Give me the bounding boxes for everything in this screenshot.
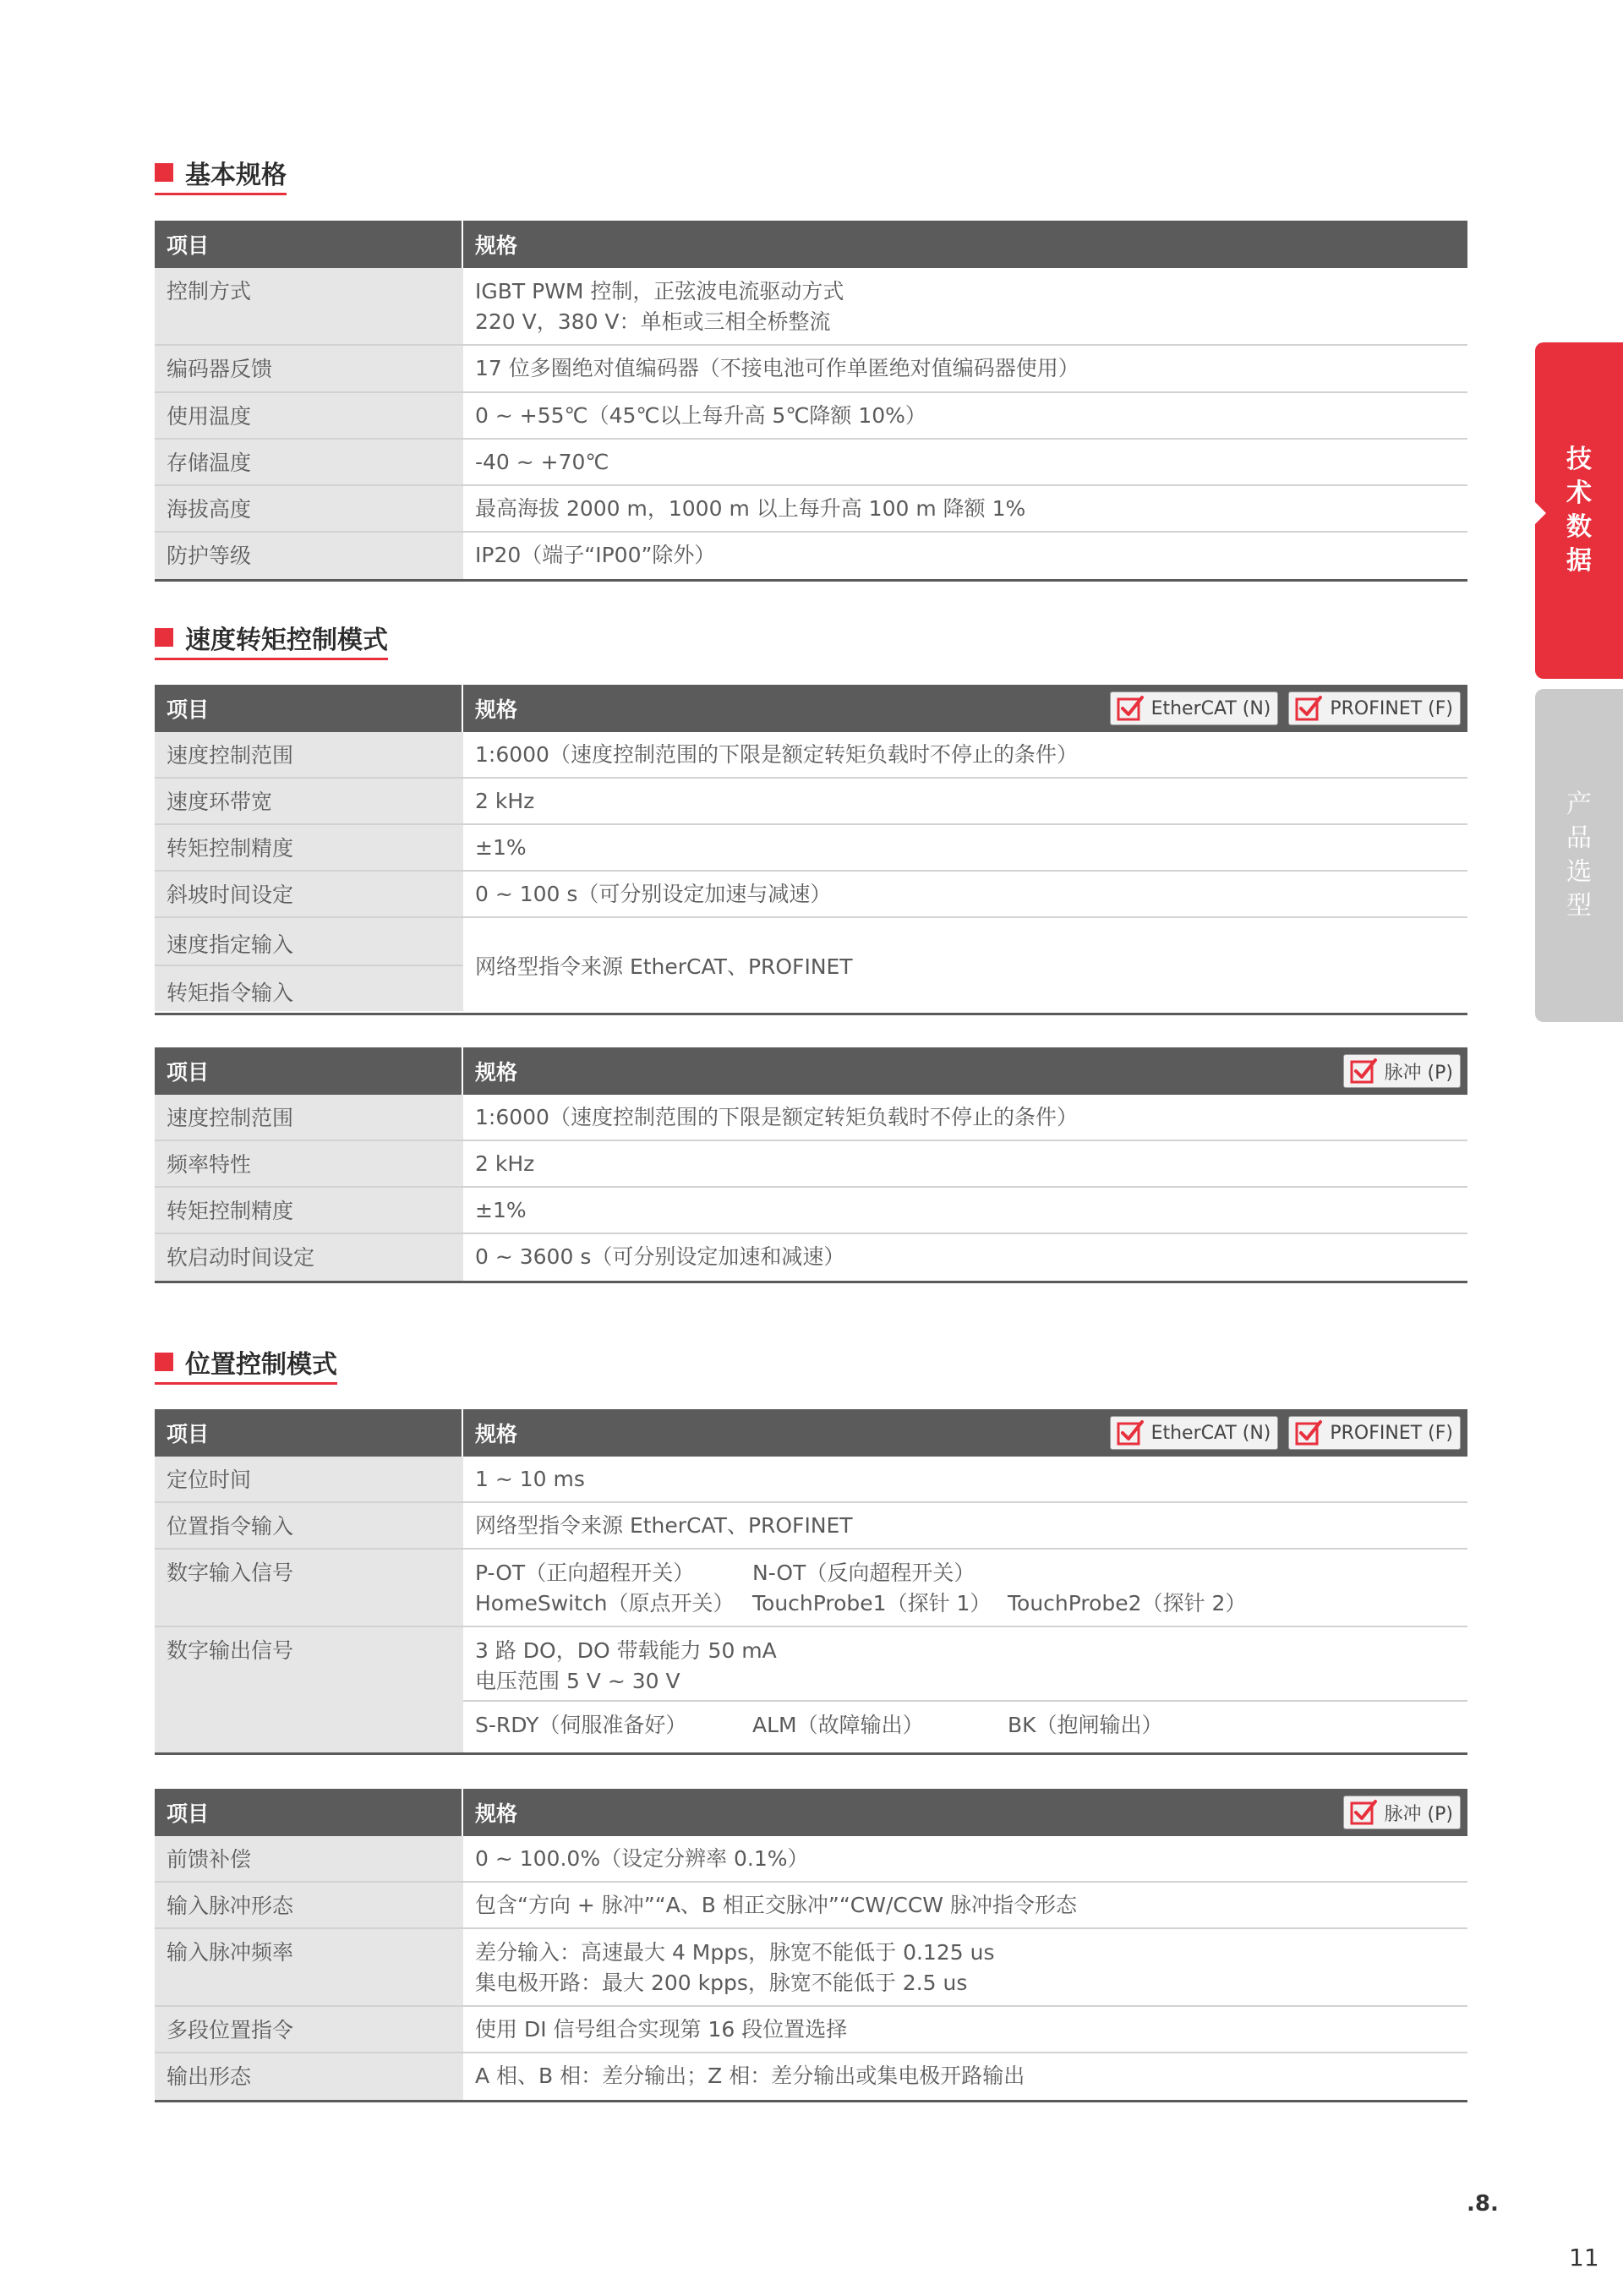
table-row: 使用温度 0 ~ +55℃（45℃以上每升高 5℃降额 10%）	[155, 393, 1467, 440]
table-row: 定位时间 1 ~ 10 ms	[155, 1457, 1467, 1503]
position-network-table	[155, 1409, 1467, 1755]
speed-network-table	[155, 685, 1467, 1015]
table-row: 速度控制范围 1:6000（速度控制范围的下限是额定转矩负载时不停止的条件）	[155, 1095, 1467, 1141]
protocol-badges	[1110, 1416, 1461, 1450]
basic-spec-table	[155, 221, 1467, 582]
table-row: 输入脉冲频率 差分输入：高速最大 4 Mpps，脉宽不能低于 0.125 us 集电极开路：最大 200 kpps，脉宽不能低于 2.5 us	[155, 1929, 1467, 2007]
table-row: 数字输入信号 P-OT（正向超程开关） N-OT（反向超程开关） HomeSwitch（原点开关） TouchProbe1（探针 1） TouchProbe2（探针 2）	[155, 1550, 1467, 1627]
tab-pointer-icon	[1534, 501, 1546, 525]
table-row: 位置指令输入 网络型指令来源 EtherCAT、PROFINET	[155, 1503, 1467, 1550]
table-row: 防护等级 IP20（端子“IP00”除外）	[155, 533, 1467, 579]
table-row: 转矩控制精度 ±1%	[155, 1188, 1467, 1234]
profinet-badge: PROFINET (F)	[1288, 692, 1461, 725]
section-title-speed: 速度转矩控制模式	[155, 620, 388, 660]
section-page-mark: .8.	[1467, 2191, 1499, 2217]
table-row: 频率特性 2 kHz	[155, 1141, 1467, 1188]
checkbox-checked-icon	[1349, 1798, 1378, 1827]
checkbox-checked-icon	[1294, 694, 1323, 723]
table-header: 项目 规格 脉冲 (P)	[155, 1047, 1467, 1095]
pulse-badge: 脉冲 (P)	[1343, 1796, 1461, 1829]
table-row: 多段位置指令 使用 DI 信号组合实现第 16 段位置选择	[155, 2007, 1467, 2053]
position-pulse-table	[155, 1789, 1467, 2102]
table-row: 斜坡时间设定 0 ~ 100 s（可分别设定加速与减速）	[155, 872, 1467, 918]
header-item: 项目	[155, 221, 463, 268]
table-row: 速度环带宽 2 kHz	[155, 779, 1467, 825]
protocol-badges	[1343, 1796, 1461, 1829]
checkbox-checked-icon	[1294, 1419, 1323, 1447]
table-row: 数字输出信号 3 路 DO，DO 带载能力 50 mA 电压范围 5 V ~ 30 V S-RDY（伺服准备好） ALM（故障输出） BK（抱闸输出）	[155, 1627, 1467, 1752]
table-header: 项目 规格 EtherCAT (N) PROFINET (F)	[155, 1409, 1467, 1457]
protocol-badges	[1343, 1054, 1461, 1088]
table-header	[155, 221, 1467, 268]
table-row: 输入脉冲形态 包含“方向 + 脉冲”“A、B 相正交脉冲”“CW/CCW 脉冲指令形态	[155, 1883, 1467, 1929]
page-number: 11	[1569, 2244, 1599, 2271]
table-header: 项目 规格 脉冲 (P)	[155, 1789, 1467, 1836]
tab-product-selection[interactable]: 产 品 选 型	[1535, 689, 1623, 1022]
pulse-badge: 脉冲 (P)	[1343, 1054, 1461, 1088]
checkbox-checked-icon	[1349, 1057, 1378, 1085]
profinet-badge: PROFINET (F)	[1288, 1416, 1461, 1450]
ethercat-badge: EtherCAT (N)	[1110, 1416, 1279, 1450]
table-row: 存储温度 -40 ~ +70℃	[155, 440, 1467, 486]
table-row: 软启动时间设定 0 ~ 3600 s（可分别设定加速和减速）	[155, 1234, 1467, 1281]
checkbox-checked-icon	[1116, 694, 1145, 723]
speed-pulse-table	[155, 1047, 1467, 1283]
ethercat-badge: EtherCAT (N)	[1110, 692, 1279, 725]
red-square-icon	[155, 628, 173, 647]
table-header: 项目 规格 EtherCAT (N) PROFINET (F)	[155, 685, 1467, 732]
table-row: 转矩控制精度 ±1%	[155, 825, 1467, 872]
tab-technical-data[interactable]: 技 术 数 据	[1535, 342, 1623, 679]
table-row: 输出形态 A 相、B 相：差分输出；Z 相：差分输出或集电极开路输出	[155, 2053, 1467, 2100]
table-row: 控制方式 IGBT PWM 控制，正弦波电流驱动方式 220 V，380 V：单柜或三相全桥整流	[155, 268, 1467, 346]
table-row: 速度控制范围 1:6000（速度控制范围的下限是额定转矩负载时不停止的条件）	[155, 732, 1467, 779]
table-row: 前馈补偿 0 ~ 100.0%（设定分辨率 0.1%）	[155, 1836, 1467, 1883]
protocol-badges	[1110, 692, 1461, 725]
merged-row: 速度指定输入 转矩指令输入 网络型指令来源 EtherCAT、PROFINET	[155, 918, 1467, 1013]
table-row: 编码器反馈 17 位多圈绝对值编码器（不接电池可作单匿绝对值编码器使用）	[155, 346, 1467, 393]
checkbox-checked-icon	[1116, 1419, 1145, 1447]
section-title-basic: 基本规格	[155, 155, 287, 195]
table-row: 海拔高度 最高海拔 2000 m，1000 m 以上每升高 100 m 降额 1%	[155, 486, 1467, 533]
red-square-icon	[155, 1353, 173, 1371]
red-square-icon	[155, 163, 173, 182]
section-title-position: 位置控制模式	[155, 1344, 337, 1385]
header-spec: 规格	[475, 233, 518, 258]
